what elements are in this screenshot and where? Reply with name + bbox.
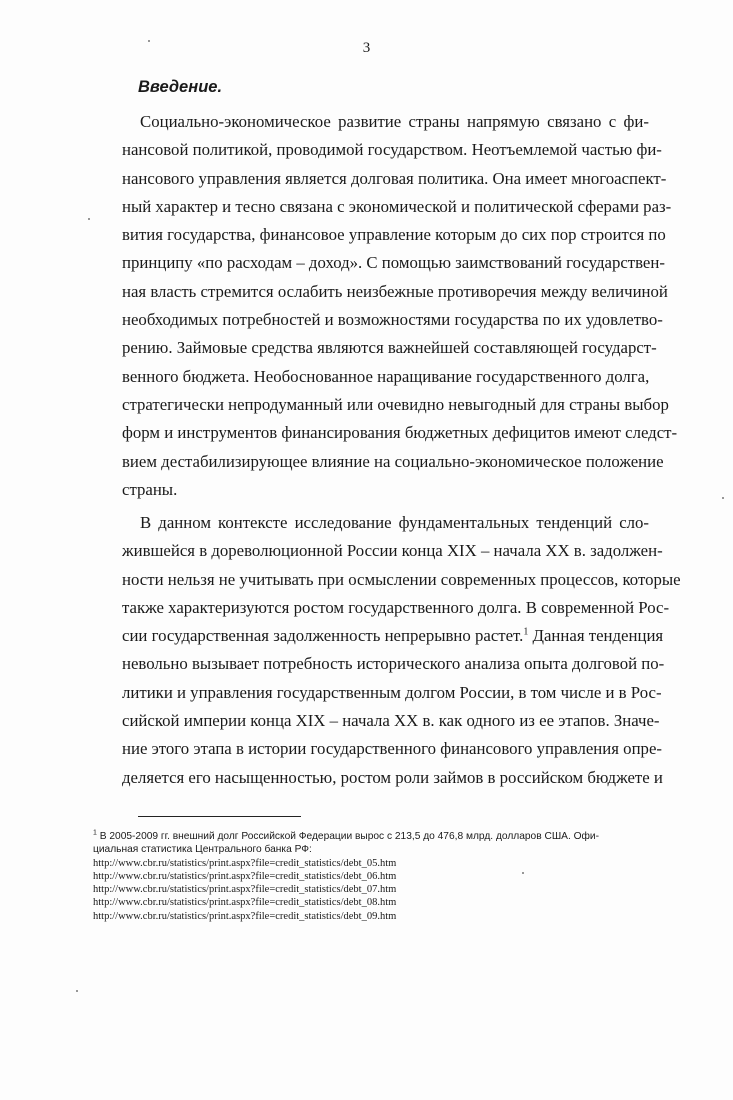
scan-speck	[76, 990, 78, 992]
paragraph-line: страны.	[122, 479, 178, 499]
page-number: 3	[362, 40, 371, 56]
paragraph-line: жившейся в дореволюционной России конца XIX – начала XX в. задолжен-	[122, 541, 663, 561]
paragraph-line: вием дестабилизирующее влияние на социально-экономическое положение	[122, 451, 664, 471]
paragraph-line-with-footnote	[122, 622, 664, 650]
paragraph-line: нансового управления является долговая политика. Она имеет многоаспект-	[122, 168, 667, 188]
paragraph-line: нансовой политикой, проводимой государством. Неотъемлемой частью фи-	[122, 140, 662, 160]
footnote-url[interactable]: http://www.cbr.ru/statistics/print.aspx?file=credit_statistics/debt_06.htm	[93, 870, 397, 882]
paragraph-line: необходимых потребностей и возможностями государства по их удовлетво-	[122, 310, 663, 330]
scan-speck	[88, 218, 90, 220]
paragraph-line: литики и управления государственным долгом России, в том числе и в Рос-	[122, 682, 662, 702]
footnote-separator	[138, 816, 301, 817]
paragraph-line-text: сии государственная задолженность непрерывно растет.	[122, 626, 524, 646]
paragraph-1	[122, 108, 678, 504]
paragraph-line: венного бюджета. Необоснованное наращивание государственного долга,	[122, 366, 650, 386]
paragraph-line: принципу «по расходам – доход». С помощью заимствований государствен-	[122, 253, 665, 273]
footnote-line	[93, 830, 668, 843]
paragraph-line: также характеризуются ростом государственного долга. В современной Рос-	[122, 597, 670, 617]
paragraph-line-tail: Данная тенденция	[528, 626, 664, 646]
paragraph-line: ние этого этапа в истории государственного финансового управления опре-	[122, 739, 662, 759]
paragraph-line: В данном контексте исследование фундаментальных тенденций сло-	[140, 513, 649, 532]
footnote	[93, 830, 668, 923]
paragraph-line: вития государства, финансовое управление которым до сих пор строится по	[122, 225, 666, 245]
paragraph-line: Социально-экономическое развитие страны напрямую связано с фи-	[140, 112, 649, 131]
footnote-url[interactable]: http://www.cbr.ru/statistics/print.aspx?file=credit_statistics/debt_09.htm	[93, 910, 397, 922]
scan-speck	[722, 497, 724, 499]
footnote-reference[interactable]: 1	[523, 626, 529, 638]
paragraph-line: ная власть стремится ослабить неизбежные противоречия между величиной	[122, 281, 668, 301]
scan-speck	[148, 40, 150, 42]
paragraph-line: рению. Займовые средства являются важнейшей составляющей государст-	[122, 338, 657, 358]
paragraph-line: ности нельзя не учитывать при осмыслении современных процессов, которые	[122, 569, 681, 589]
footnote-line: циальная статистика Центрального банка РФ:	[93, 844, 312, 856]
paragraph-line: деляется его насыщенностью, ростом роли займов в российском бюджете и	[122, 767, 663, 787]
scan-speck	[522, 872, 524, 874]
paragraph-line: сийской империи конца XIX – начала XX в. как одного из ее этапов. Значе-	[122, 711, 660, 731]
paragraph-line: невольно вызывает потребность исторического анализа опыта долговой по-	[122, 654, 665, 674]
footnote-url[interactable]: http://www.cbr.ru/statistics/print.aspx?file=credit_statistics/debt_08.htm	[93, 897, 397, 909]
paragraph-line: ный характер и тесно связана с экономической и политической сферами раз-	[122, 196, 672, 216]
footnote-url[interactable]: http://www.cbr.ru/statistics/print.aspx?file=credit_statistics/debt_05.htm	[93, 857, 397, 869]
footnote-text: В 2005-2009 гг. внешний долг Российской Федерации вырос с 213,5 до 476,8 млрд. долларов США. Офи-	[96, 831, 600, 842]
footnote-url[interactable]: http://www.cbr.ru/statistics/print.aspx?file=credit_statistics/debt_07.htm	[93, 884, 397, 896]
footnote-marker: 1	[93, 829, 97, 837]
paragraph-2	[122, 509, 681, 792]
paragraph-line: форм и инструментов финансирования бюджетных дефицитов имеют следст-	[122, 423, 678, 443]
section-heading: Введение.	[138, 78, 223, 96]
paragraph-line: стратегически непродуманный или очевидно невыгодный для страны выбор	[122, 394, 669, 414]
